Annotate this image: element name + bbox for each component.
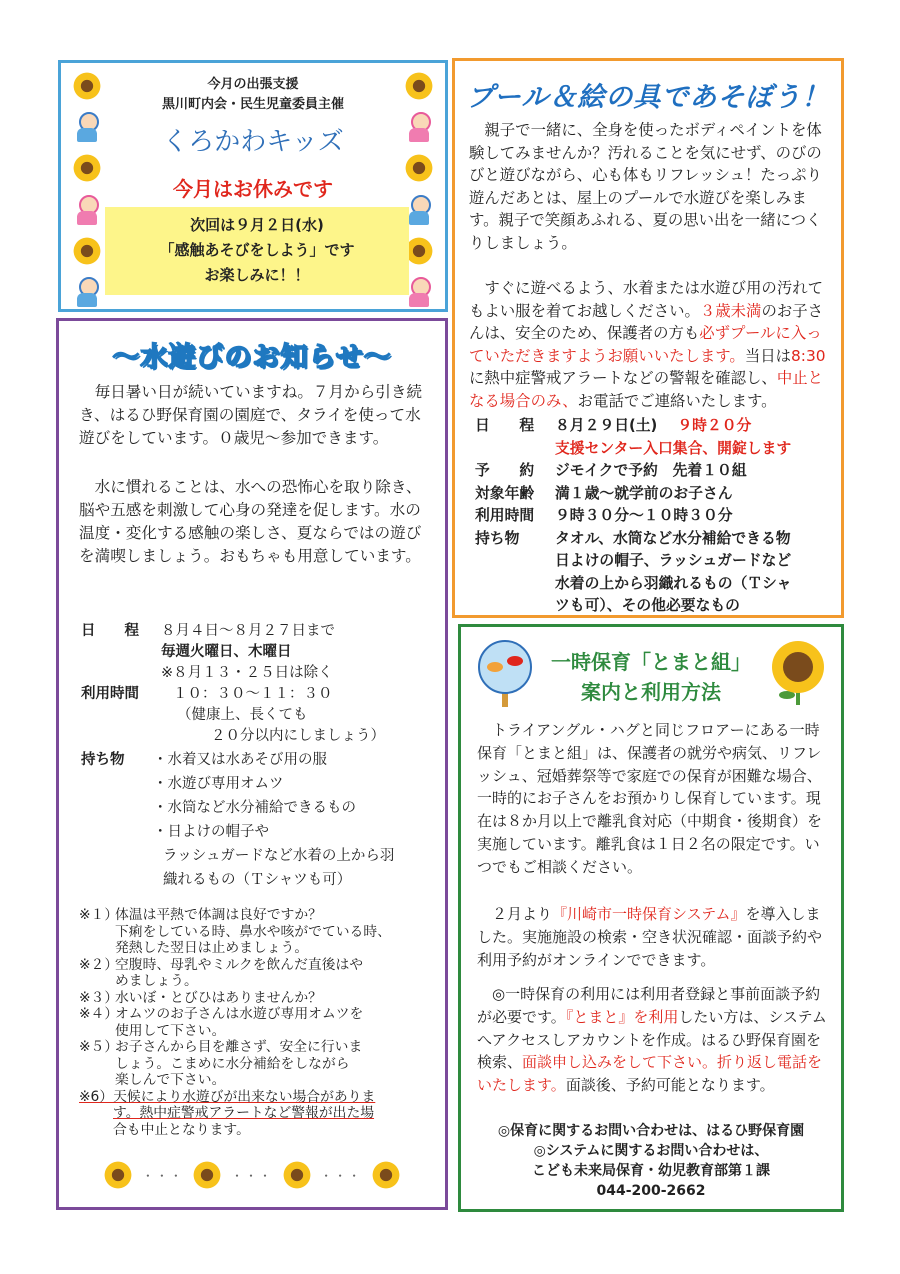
kids-closed-notice: 今月はお休みです	[173, 177, 333, 201]
contact-system: ◎システムに関するお問い合わせは、	[533, 1143, 769, 1159]
note-text: 体温は平熱で体調は良好ですか？	[115, 907, 322, 923]
kids-subtitle: 今月の出張支援	[207, 77, 299, 92]
note-text: オムツのお子さんは水遊び専用オムツを	[115, 1006, 364, 1022]
tomato-text-red: 『とまと』を利用	[565, 1007, 679, 1026]
tomato-text: ◎一時保育の利用には利用者登録と事前面談予約が必要です。	[477, 985, 821, 1026]
note-text: 空腹時、母乳やミルクを飲んだ直後はや	[115, 956, 364, 973]
sunflower-icon	[371, 1160, 401, 1190]
water-intro: 毎日暑い日が続いていますね。７月から引き続き、はるひ野保育園の園庭で、タライを使って水遊びをしています。０歳児～参加できます。	[79, 383, 423, 447]
pool-text-red: 8:30	[791, 346, 826, 365]
water-item: ・日よけの帽子や	[153, 824, 269, 840]
water-item: ・水筒など水分補給できるもの	[153, 800, 356, 816]
pool-date-key: 日 程	[475, 417, 535, 434]
note-text: めましょう。	[115, 973, 198, 989]
kids-next-closing: お楽しみに！！	[204, 266, 310, 284]
pool-text: 当日は	[744, 346, 791, 365]
kids-next-box	[105, 207, 409, 295]
water-item: 織れるもの（Ｔシャツも可）	[163, 872, 352, 888]
note-text: お子さんから目を離さず、安全に行いま	[115, 1039, 363, 1055]
pool-paint-box	[452, 58, 844, 618]
sunflower-icon	[192, 1160, 222, 1190]
pool-items-value: タオル、水筒など水分補給できる物	[555, 529, 791, 547]
note-text: 楽しんで下さい。	[115, 1072, 226, 1088]
pool-text-red: ３歳未満	[699, 301, 762, 320]
note-6: ※6）天候により水遊びが出来ない場合がありま	[79, 1088, 376, 1105]
note-marker: ※５）	[79, 1039, 119, 1055]
sunflower-icon	[72, 236, 102, 266]
kids-organizer: 黒川町内会・民生児童委員主催	[161, 97, 344, 112]
kids-next-date: 次回は９月２日(水)	[190, 216, 324, 234]
tomato-title	[521, 647, 781, 707]
pool-reserve-key: 予 約	[475, 462, 535, 479]
note-marker	[79, 1072, 115, 1089]
pool-time-key: 利用時間	[475, 507, 535, 524]
tomato-title-line1: 一時保育「とまと組」	[551, 650, 751, 674]
note-marker	[79, 924, 115, 941]
tomato-text-red: 面談申し込みをして下さい。折り返し電話をいたします。	[477, 1053, 823, 1095]
tomato-text: したい方は、システムへアクセスしアカウントを作成。はるひ野保育園を検索、	[477, 1007, 827, 1072]
tomato-text-red: 『川崎市一時保育システム』	[552, 905, 746, 923]
pool-usetime-value: ９時３０分～１０時３０分	[555, 507, 733, 524]
note-6-cont: す。熱中症警戒アラートなど警報が出た場	[113, 1105, 375, 1121]
pool-meeting: 支援センター入口集合、開錠します	[555, 439, 792, 457]
water-schedule	[81, 621, 435, 891]
water-benefits: 水に慣れることは、水への恐怖心を取り除き、脳や五感を刺激して心身の発達を促します。水の温度・変化する感触の楽しさ、夏ならではの遊びを満喫しましょう。おもちゃも用意しています。	[79, 478, 422, 565]
contact-department: こども未来局保育・幼児教育部第１課	[532, 1163, 770, 1179]
flower-footer	[99, 1157, 405, 1193]
pool-text-red: 中止となる場合のみ、	[469, 369, 824, 410]
contact-phone: 044-200-2662	[596, 1183, 706, 1199]
pool-instructions	[469, 277, 827, 412]
pool-details	[475, 415, 833, 618]
note-6-end: 合も中止となります。	[113, 1121, 250, 1138]
pool-items-key: 持ち物	[475, 529, 520, 547]
water-item: ・水着又は水あそび用の服	[153, 752, 327, 768]
pool-text: お電話でご連絡いたします。	[577, 391, 777, 410]
water-date-key: 日 程	[81, 623, 139, 639]
note-marker	[79, 1023, 115, 1040]
kids-next-theme: 「感触あそびをしよう」です	[159, 241, 355, 259]
sunflower-icon	[282, 1160, 312, 1190]
water-date-exclusion: ※８月１３・２５日は除く	[161, 665, 333, 681]
water-play-box	[56, 318, 448, 1210]
pool-age-value: 満１歳～就学前のお子さん	[555, 484, 733, 502]
kurokawa-kids-box	[58, 60, 448, 312]
pool-text: すぐに遊べるよう、水着または水遊び用の汚れてもよい服を着てお越しください。	[469, 279, 823, 320]
water-date-value: ８月４日～８月２７日まで	[161, 623, 335, 639]
water-item: ラッシュガードなど水着の上から羽	[163, 848, 395, 864]
dots-decoration: ・・・	[320, 1168, 363, 1183]
tomato-contact	[461, 1121, 841, 1201]
note-text: 下痢をしている時、鼻水や咳がでている時、	[115, 923, 391, 940]
tomato-intro: トライアングル・ハグと同じフロアーにある一時保育「とまと組」は、保護者の就労や病気、リフレッシュ、冠婚葬祭等で家庭での保育が困難な場合、一時的にお子さんをお預かりし保育しています。現在は８か月以上で離乳食対応（中期食・後期食）を実施しています。離乳食は１日２名の限定です。いつでもご相談ください。	[477, 721, 823, 876]
note-marker: ※１）	[79, 907, 119, 923]
dots-decoration: ・・・	[230, 1168, 273, 1183]
note-marker: ※２）	[79, 956, 119, 973]
note-marker: ※４）	[79, 1006, 119, 1022]
tomato-group-box	[458, 624, 844, 1212]
contact-nursery: ◎保育に関するお問い合わせは、はるひ野保育園	[497, 1123, 805, 1139]
pool-time-value: ９時２０分	[677, 417, 752, 434]
child-icon	[405, 277, 433, 307]
tomato-title-line2: 案内と利用方法	[581, 680, 721, 704]
water-item: ・水遊び専用オムツ	[153, 776, 284, 792]
note-text: しょう。こまめに水分補給をしながら	[115, 1055, 350, 1072]
pool-text: のお子さんは、安全のため、保護者の方も	[469, 301, 824, 342]
pool-items-value: 水着の上から羽織れるもの（Ｔシャ	[555, 574, 792, 592]
note-text: 使用して下さい。	[115, 1022, 226, 1039]
pool-intro: 親子で一緒に、全身を使ったボディペイントを体験してみませんか？汚れることを気にせず、のびのびと遊びながら、心も体もリフレッシュ！たっぷり遊んだあとは、屋上のプールで水遊びを楽しみます。親子で笑顔あふれる、夏の思い出を一緒につくりしましょう。	[469, 121, 822, 252]
water-time-note: （健康上、長くても	[177, 707, 308, 723]
note-text: 水いぼ・とびひはありませんか？	[115, 989, 322, 1006]
water-notes	[79, 907, 431, 1138]
pool-text-red: 必ずプールに入っていただきますようお願いいたします。	[469, 324, 822, 365]
tomato-text: 面談後、予約可能となります。	[565, 1076, 775, 1095]
dots-decoration: ・・・	[141, 1168, 184, 1183]
tomato-system	[477, 903, 827, 971]
pool-age-key: 対象年齢	[475, 484, 535, 502]
note-marker	[79, 1056, 115, 1073]
tomato-registration	[477, 983, 827, 1097]
pool-date-value: ８月２９日(土)	[555, 417, 658, 434]
water-title: ～水遊びのお知らせ～	[112, 342, 392, 373]
pool-items-value: ツも可）、その他必要なもの	[555, 597, 740, 614]
sunflower-icon	[103, 1160, 133, 1190]
pool-items-value: 日よけの帽子、ラッシュガードなど	[555, 552, 792, 569]
note-marker	[79, 940, 115, 957]
tomato-text: を導入しました。実施施設の検索・空き状況確認・面談予約や利用予約がオンラインでできます。	[477, 905, 823, 969]
water-time-value: １０：３０～１１：３０	[173, 686, 333, 702]
kids-title: くろかわキッズ	[162, 127, 344, 157]
water-items-key: 持ち物	[81, 752, 125, 768]
tomato-text: ２月より	[492, 905, 553, 923]
pool-title: プール＆絵の具であそぼう！	[466, 82, 830, 113]
water-date-days: 毎週火曜日、木曜日	[161, 644, 292, 660]
pool-text: に熱中症警戒アラートなどの警報を確認し、	[469, 369, 777, 387]
note-marker: ※３）	[79, 989, 119, 1006]
water-time-key: 利用時間	[81, 686, 139, 702]
water-time-note2: ２０分以内にしましょう）	[211, 728, 385, 744]
note-marker	[79, 973, 115, 990]
note-text: 発熱した翌日は止めましょう。	[115, 940, 309, 956]
pool-reserve-value: ジモイクで予約 先着１０組	[555, 462, 747, 479]
child-icon	[73, 277, 101, 307]
